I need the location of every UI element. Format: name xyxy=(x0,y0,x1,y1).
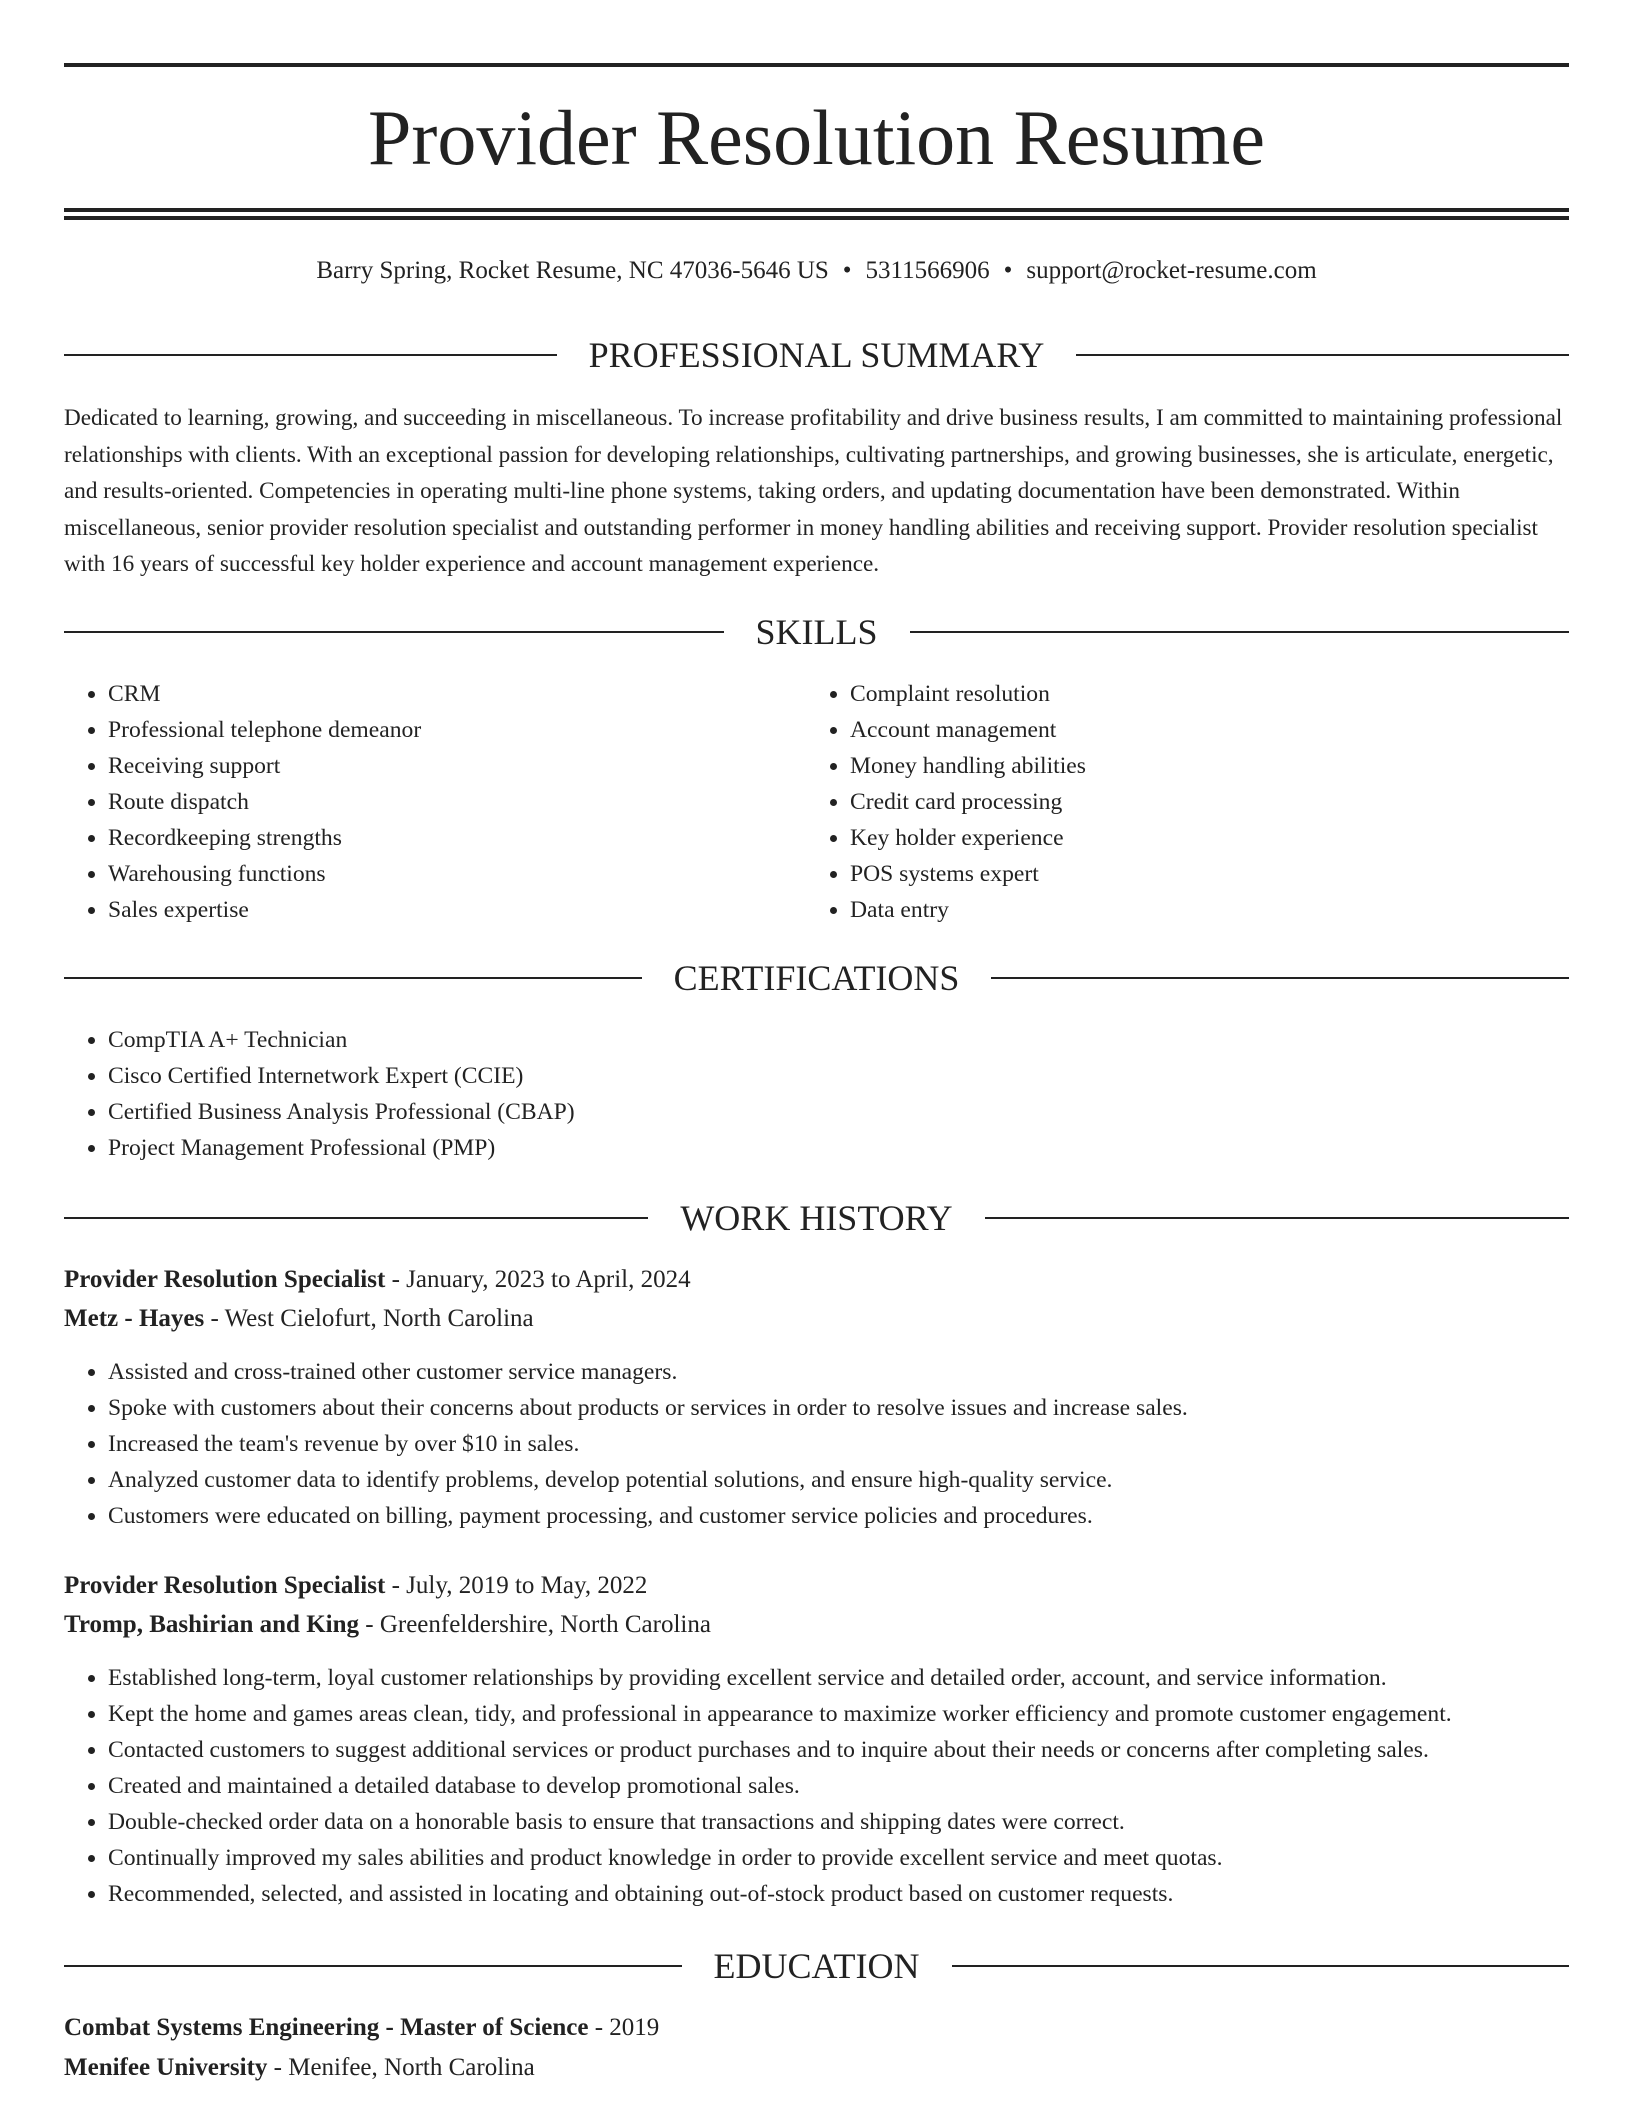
job-bullet: • Recommended, selected, and assisted in locating and obtaining out-of-stock product based on customer requests. xyxy=(108,1876,1578,1912)
job-title: Provider Resolution Specialist xyxy=(64,1266,386,1293)
certifications-list xyxy=(64,1022,1568,1166)
section-rule xyxy=(952,1965,1570,1967)
certification-item: • Certified Business Analysis Professional (CBAP) xyxy=(108,1094,1568,1130)
job-bullet: • Assisted and cross-trained other customer service managers. xyxy=(108,1354,1568,1390)
education-location: - Menifee, North Carolina xyxy=(267,2054,535,2081)
skill-item: • Receiving support xyxy=(108,748,808,784)
job-bullet: • Contacted customers to suggest additional services or product purchases and to inquire about their needs or concerns after completing sales. xyxy=(108,1732,1578,1768)
job-bullet: • Spoke with customers about their concerns about products or services in order to resolve issues and increase sales. xyxy=(108,1390,1568,1426)
section-header-summary xyxy=(64,333,1569,377)
section-rule xyxy=(64,1217,648,1219)
job-bullet: • Created and maintained a detailed database to develop promotional sales. xyxy=(108,1768,1578,1804)
title-rule-lower xyxy=(64,216,1569,220)
skill-item: • Data entry xyxy=(850,892,1550,928)
section-title: CERTIFICATIONS xyxy=(673,958,960,998)
section-header-skills xyxy=(64,610,1569,654)
job-title-line xyxy=(64,1262,691,1298)
job-bullets xyxy=(64,1660,1578,1912)
job-bullet: • Customers were educated on billing, payment processing, and customer service policies and procedures. xyxy=(108,1498,1568,1534)
skills-list-right xyxy=(806,676,1550,928)
contact-separator: • xyxy=(842,257,852,284)
job-bullets xyxy=(64,1354,1568,1534)
job-bullet: • Kept the home and games areas clean, tidy, and professional in appearance to maximize worker efficiency and promote customer engagement. xyxy=(108,1696,1578,1732)
section-rule xyxy=(64,977,642,979)
section-rule xyxy=(910,631,1570,633)
certification-item: • Cisco Certified Internetwork Expert (CCIE) xyxy=(108,1058,1568,1094)
education-year: - 2019 xyxy=(588,2014,660,2041)
contact-address: Barry Spring, Rocket Resume, NC 47036-5646 US xyxy=(316,257,829,284)
skill-item: • POS systems expert xyxy=(850,856,1550,892)
contact-separator: • xyxy=(1003,257,1013,284)
skill-item: • Account management xyxy=(850,712,1550,748)
section-rule xyxy=(64,631,724,633)
section-title: PROFESSIONAL SUMMARY xyxy=(588,335,1045,375)
job-company: Tromp, Bashirian and King xyxy=(64,1611,359,1638)
skill-item: • Warehousing functions xyxy=(108,856,808,892)
skill-item: • Professional telephone demeanor xyxy=(108,712,808,748)
summary-text: Dedicated to learning, growing, and succeeding in miscellaneous. To increase profitability and drive business results, I am committed to maintaining professional relationships with clients. With an exceptional passion for developing relationships, cultivating partnerships, and growing businesses, she is articulate, energetic, and results-oriented. Competencies in operating multi-line phone systems, taking orders, and updating documentation have been demonstrated. Within miscellaneous, senior provider resolution specialist and outstanding performer in money handling abilities and receiving support. Provider resolution specialist with 16 years of successful key holder experience and account management experience. xyxy=(64,405,1563,577)
job-company: Metz - Hayes xyxy=(64,1305,205,1332)
job-bullet: • Established long-term, loyal customer relationships by providing excellent service and detailed order, account, and service information. xyxy=(108,1660,1578,1696)
job-title: Provider Resolution Specialist xyxy=(64,1572,386,1599)
job-bullet: • Increased the team's revenue by over $10 in sales. xyxy=(108,1426,1568,1462)
top-rule xyxy=(64,63,1569,67)
job-company-line xyxy=(64,1607,711,1643)
skills-list-left xyxy=(64,676,808,928)
section-rule xyxy=(1076,354,1569,356)
skill-item: • Sales expertise xyxy=(108,892,808,928)
job-company-line xyxy=(64,1301,534,1337)
contact-email: support@rocket-resume.com xyxy=(1026,257,1317,284)
skill-item: • CRM xyxy=(108,676,808,712)
job-dates: - January, 2023 to April, 2024 xyxy=(385,1266,691,1293)
education-school-line xyxy=(64,2050,535,2086)
skill-item: • Key holder experience xyxy=(850,820,1550,856)
resume-title: Provider Resolution Resume xyxy=(368,94,1265,181)
section-title: EDUCATION xyxy=(713,1946,920,1986)
skill-item: • Route dispatch xyxy=(108,784,808,820)
education-degree-line xyxy=(64,2010,659,2046)
section-rule xyxy=(985,1217,1569,1219)
skill-item: • Complaint resolution xyxy=(850,676,1550,712)
contact-line xyxy=(64,255,1569,287)
job-dates: - July, 2019 to May, 2022 xyxy=(385,1572,648,1599)
education-school: Menifee University xyxy=(64,2054,268,2081)
section-rule xyxy=(991,977,1569,979)
job-location: - West Cielofurt, North Carolina xyxy=(204,1305,534,1332)
certification-item: • Project Management Professional (PMP) xyxy=(108,1130,1568,1166)
job-bullet: • Double-checked order data on a honorable basis to ensure that transactions and shipping dates were correct. xyxy=(108,1804,1578,1840)
job-bullet: • Analyzed customer data to identify problems, develop potential solutions, and ensure high-quality service. xyxy=(108,1462,1568,1498)
section-header-education xyxy=(64,1944,1569,1988)
section-title: WORK HISTORY xyxy=(680,1198,953,1238)
job-bullet: • Continually improved my sales abilities and product knowledge in order to provide excellent service and meet quotas. xyxy=(108,1840,1578,1876)
contact-phone: 5311566906 xyxy=(865,257,990,284)
section-header-work-history xyxy=(64,1196,1569,1240)
skill-item: • Money handling abilities xyxy=(850,748,1550,784)
section-rule xyxy=(64,354,557,356)
education-degree: Combat Systems Engineering - Master of Science xyxy=(64,2014,589,2041)
section-rule xyxy=(64,1965,682,1967)
job-location: - Greenfeldershire, North Carolina xyxy=(359,1611,711,1638)
job-title-line xyxy=(64,1568,647,1604)
section-header-certifications xyxy=(64,956,1569,1000)
section-title: SKILLS xyxy=(755,612,878,652)
skill-item: • Recordkeeping strengths xyxy=(108,820,808,856)
title-rule-upper xyxy=(64,208,1569,212)
certification-item: • CompTIA A+ Technician xyxy=(108,1022,1568,1058)
skill-item: • Credit card processing xyxy=(850,784,1550,820)
